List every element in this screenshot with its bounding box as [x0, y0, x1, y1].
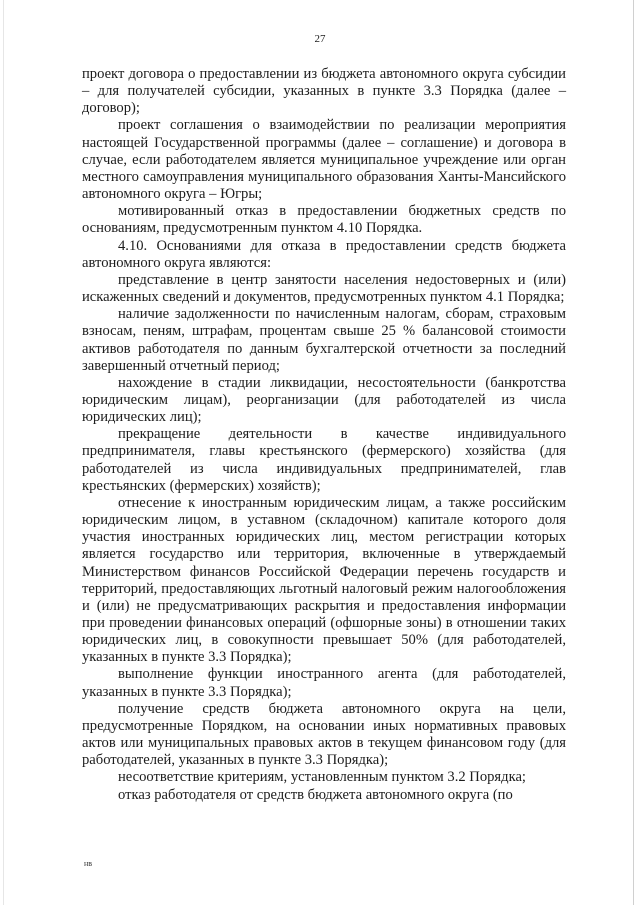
scan-edge-left — [3, 0, 4, 905]
scan-edge-right — [633, 0, 634, 905]
paragraph-liquidation: нахождение в стадии ликвидации, несостоятельности (банкротства юридическим лицам), реорганизации (для работодателей из числа юридических лиц); — [82, 374, 566, 426]
paragraph-tax-debt: наличие задолженности по начисленным налогам, сборам, страховым взносам, пеням, штрафам, процентам свыше 25 % балансовой стоимости активов работодателя по данным бухгалтерской отчетности за последний завершенный отчетный период; — [82, 306, 566, 374]
paragraph-draft-agreement: проект соглашения о взаимодействии по реализации мероприятия настоящей Государственной программы (далее – соглашение) и договора в случае, если работодателем является муниципальное учреждение или орган местного самоуправления муниципального образования Ханты-Мансийского автономного округа – Югры; — [82, 117, 566, 203]
paragraph-foreign-entities: отнесение к иностранным юридическим лицам, а также российским юридическим лицом, в уставном (складочном) капитале которого доля участия иностранных юридических лиц, местом регистрации которых является государство или территория, включенные в утверждаемый Министерством финансов Российской Федерации перечень государств и территорий, предоставляющих льготный налоговый режим налогообложения и (или) не предусматривающих раскрытия и предоставления информации при проведении финансовых операций (офшорные зоны) в отношении таких юридических лиц, в совокупности превышает 50% (для работодателей, указанных в пункте 3.3 Порядка); — [82, 494, 566, 666]
paragraph-other-funding: получение средств бюджета автономного округа на цели, предусмотренные Порядком, на основании иных нормативных правовых актов или муниципальных правовых актов в текущем финансовом году (для работодателей, указанных в пункте 3.3 Порядка); — [82, 700, 566, 769]
paragraph-motivated-refusal: мотивированный отказ в предоставлении бюджетных средств по основаниям, предусмотренным пунктом 4.10 Порядка. — [82, 203, 566, 237]
page-number: 27 — [314, 33, 326, 45]
paragraph-termination: прекращение деятельности в качестве индивидуального предпринимателя, главы крестьянского (фермерского) хозяйства (для работодателей из числа индивидуальных предпринимателей, глав крестьянских (фермерских) хозяйств); — [82, 426, 566, 494]
document-body — [82, 66, 566, 804]
paragraph-employer-refusal: отказ работодателя от средств бюджета автономного округа (по — [118, 786, 513, 803]
paragraph-foreign-agent: выполнение функции иностранного агента (для работодателей, указанных в пункте 3.3 Порядка); — [82, 666, 566, 700]
paragraph-clause-4-10: 4.10. Основаниями для отказа в предоставлении средств бюджета автономного округа являются: — [82, 237, 566, 271]
paragraph-false-information: представление в центр занятости населения недостоверных и (или) искаженных сведений и документов, предусмотренных пунктом 4.1 Порядка; — [82, 271, 566, 306]
paragraph-criteria-mismatch: несоответствие критериям, установленным пунктом 3.2 Порядка; — [118, 769, 526, 786]
paragraph-draft-contract: проект договора о предоставлении из бюджета автономного округа субсидии – для получателей субсидии, указанных в пункте 3.3 Порядка (далее – договор); — [82, 66, 566, 117]
footer-initials: нв — [84, 859, 93, 868]
